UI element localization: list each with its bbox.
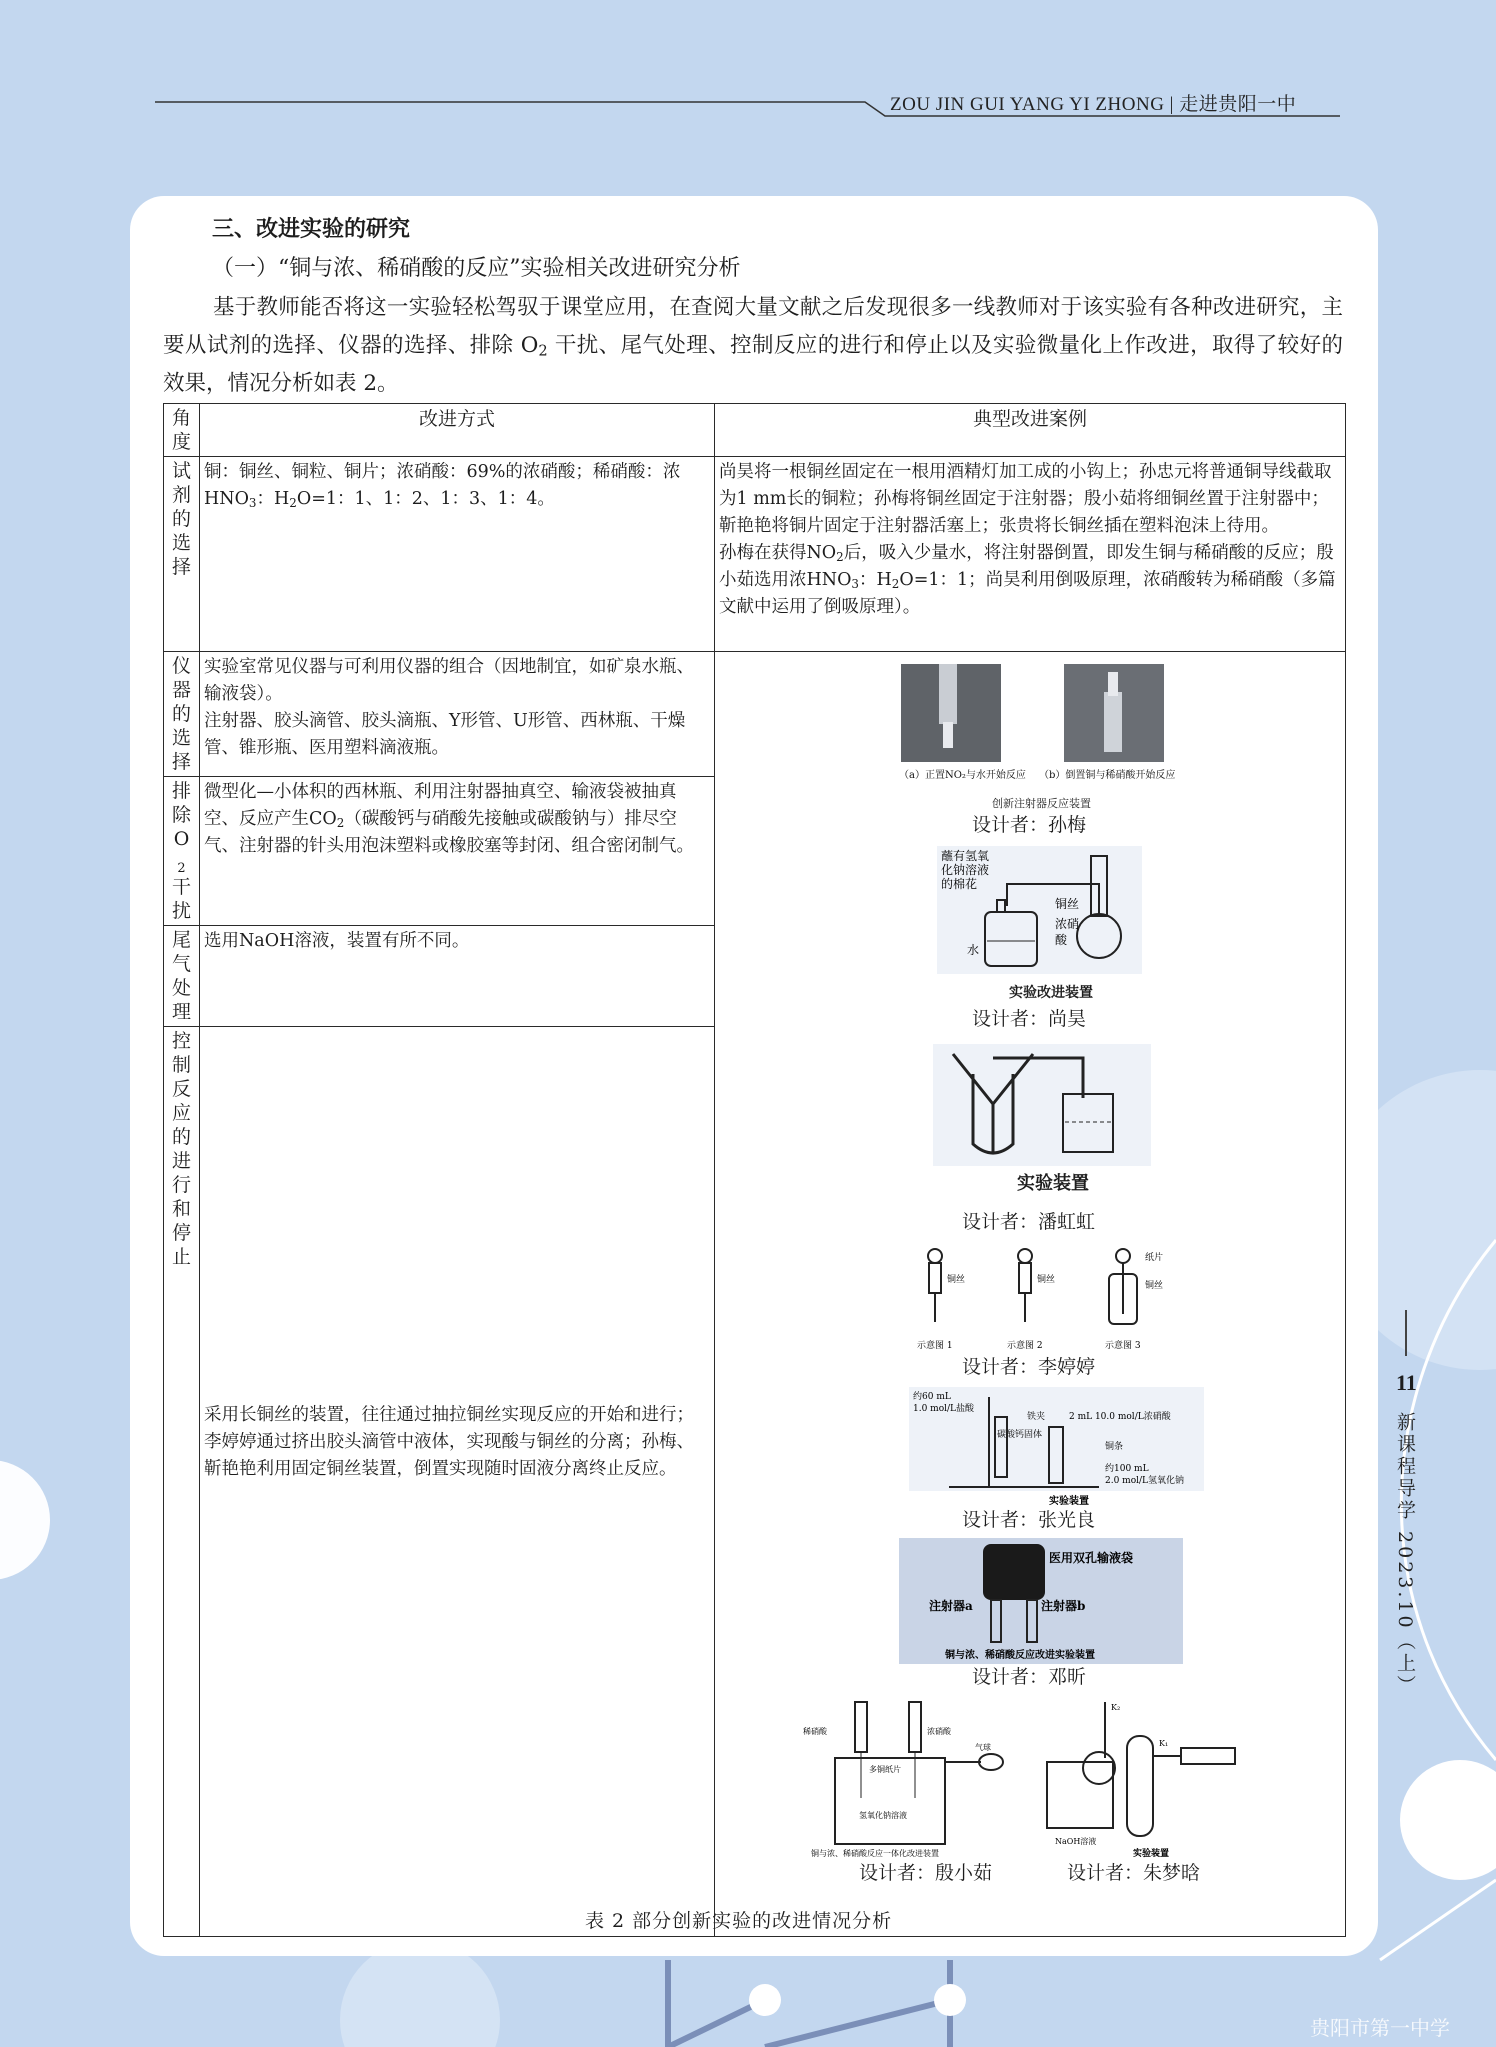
svg-text:2.0 mol/L氢氧化钠: 2.0 mol/L氢氧化钠 <box>1105 1476 1185 1486</box>
figure-zhumenghan <box>1041 1698 1241 1858</box>
sidebar-rule <box>1405 1310 1407 1356</box>
method-reagent: 铜：铜丝、铜粒、铜片；浓硝酸：69%的浓硝酸；稀硝酸：浓$HNO_3$：$H_2O=1$：1、1：2、1：3、1：4。 <box>200 457 715 652</box>
journal-name: 新课程导学 2023.10（上） <box>1394 1412 1416 1697</box>
svg-text:铜丝: 铜丝 <box>1037 1275 1056 1285</box>
page-number: 11 <box>1396 1370 1417 1395</box>
angle-reagent: 试剂的选择 <box>164 457 200 652</box>
table-row-instrument <box>164 652 1346 777</box>
svg-text:示意图 1: 示意图 1 <box>917 1341 953 1351</box>
figure-litingting <box>909 1244 1179 1352</box>
section-title: 三、改进实验的研究 <box>212 216 411 242</box>
shanghao-fig-caption: 实验改进装置 <box>1009 985 1093 1001</box>
designer-yinxiaoru: 设计者：殷小茹 <box>859 1862 993 1884</box>
figure-dengxin <box>899 1538 1183 1664</box>
case-reagent-p2: 孙梅在获得$NO_2$后，吸入少量水，将注射器倒置，即发生铜与稀硝酸的反应；殷小茹选用浓$HNO_3$：$H_2O=1$：1；尚昊利用倒吸原理，浓硝酸转为稀硝酸（多篇文献中运用了倒吸原理）。 <box>719 543 1336 617</box>
designer-shanghao: 设计者：尚昊 <box>972 1008 1087 1030</box>
svg-text:碳酸钙固体: 碳酸钙固体 <box>997 1430 1043 1440</box>
watermark: 贵阳市第一中学 <box>1310 2016 1450 2040</box>
method-tail: 选用NaOH溶液，装置有所不同。 <box>200 926 715 1027</box>
subsection-title: （一）“铜与浓、稀硝酸的反应”实验相关改进研究分析 <box>212 256 741 281</box>
angle-tail: 尾气处理 <box>164 926 200 1027</box>
svg-text:实验装置: 实验装置 <box>1133 1849 1170 1858</box>
svg-text:K₁: K₁ <box>1159 1739 1169 1748</box>
svg-text:注射器b: 注射器b <box>1041 1599 1086 1613</box>
svg-text:多铜纸片: 多铜纸片 <box>869 1765 901 1774</box>
panhonghong-fig-caption: 实验装置 <box>1017 1173 1089 1194</box>
figure-zhangguangliang <box>909 1387 1204 1507</box>
method-oxygen: 微型化—小体积的西林瓶、利用注射器抽真空、输液袋被抽真空、反应产生$CO_2$（碳酸钙与硝酸先接触或碳酸钠与）排尽空气、注射器的针头用泡沫塑料或橡胶塞等封闭、组合密闭制气。 <box>200 777 715 926</box>
svg-text:铜丝: 铜丝 <box>1145 1281 1164 1291</box>
svg-text:水: 水 <box>967 943 980 957</box>
svg-text:K₂: K₂ <box>1111 1703 1121 1712</box>
svg-text:的棉花: 的棉花 <box>941 877 978 891</box>
svg-text:约60 mL: 约60 mL <box>913 1392 951 1402</box>
svg-text:NaOH溶液: NaOH溶液 <box>1055 1837 1097 1846</box>
method-instrument: 实验室常见仪器与可利用仪器的组合（因地制宜，如矿泉水瓶、输液袋）。 注射器、胶头滴管、胶头滴瓶、Y形管、U形管、西林瓶、干燥管、锥形瓶、医用塑料滴液瓶。 <box>200 652 715 777</box>
svg-text:铜与浓、稀硝酸反应改进实验装置: 铜与浓、稀硝酸反应改进实验装置 <box>945 1650 1095 1661</box>
intro-paragraph: 基于教师能否将这一实验轻松驾驭于课堂应用，在查阅大量文献之后发现很多一线教师对于该实验有各种改进研究，主要从试剂的选择、仪器的选择、排除 $O_2$ 干扰、尾气处理、控制反应的进行和停止以及实验微量化上作改进，取得了较好的效果，情况分析如表 2。 <box>163 295 1343 396</box>
header-cases: 典型改进案例 <box>715 404 1346 457</box>
svg-text:示意图 3: 示意图 3 <box>1105 1341 1141 1351</box>
header-method: 改进方式 <box>200 404 715 457</box>
designer-zhangguangliang: 设计者：张光良 <box>962 1509 1096 1531</box>
method-control: 采用长铜丝的装置，往往通过抽拉铜丝实现反应的开始和进行；李婷婷通过挤出胶头滴管中液体，实现酸与铜丝的分离；孙梅、靳艳艳利用固定铜丝装置，倒置实现随时固液分离终止反应。 <box>200 1027 715 1937</box>
designer-zhumenghan: 设计者：朱梦晗 <box>1067 1862 1201 1884</box>
svg-text:气球: 气球 <box>975 1743 991 1752</box>
svg-text:化钠溶液: 化钠溶液 <box>941 863 990 877</box>
case-reagent-p1: 尚昊将一根铜丝固定在一根用酒精灯加工成的小钩上；孙忠元将普通铜导线截取为1 mm长的铜粒；孙梅将铜丝固定于注射器；殷小茹将细铜丝置于注射器中；靳艳艳将铜片固定于注射器活塞上；张贵将长铜丝插在塑料泡沫上待用。 <box>719 462 1332 536</box>
table-header-row <box>164 404 1346 457</box>
svg-text:铜与浓、稀硝酸反应一体化改进装置: 铜与浓、稀硝酸反应一体化改进装置 <box>811 1849 939 1858</box>
sunmei-fig-caption: 创新注射器反应装置 <box>992 797 1091 810</box>
svg-text:浓硝酸: 浓硝酸 <box>927 1727 951 1736</box>
angle-instrument: 仪器的选择 <box>164 652 200 777</box>
cases-figures <box>715 652 1346 1937</box>
svg-text:医用双孔输液袋: 医用双孔输液袋 <box>1049 1551 1134 1565</box>
figure-yinxiaoru <box>799 1698 1009 1858</box>
designer-litingting: 设计者：李婷婷 <box>962 1356 1096 1378</box>
angle-oxygen: 排除$O_2$干扰 <box>164 777 200 926</box>
figure-panhonghong <box>933 1044 1151 1166</box>
svg-text:铜丝: 铜丝 <box>1055 897 1080 911</box>
svg-text:实验装置: 实验装置 <box>1049 1496 1089 1507</box>
svg-text:氢氧化钠溶液: 氢氧化钠溶液 <box>859 1811 907 1820</box>
figure-sunmei <box>899 662 1179 788</box>
sunmei-label-a: （a）正置NO₂与水开始反应 <box>899 770 1026 781</box>
svg-text:铜丝: 铜丝 <box>947 1275 966 1285</box>
designer-panhonghong: 设计者：潘虹虹 <box>962 1211 1096 1233</box>
case-reagent <box>715 457 1346 652</box>
svg-text:铜条: 铜条 <box>1105 1442 1124 1452</box>
svg-text:1.0 mol/L盐酸: 1.0 mol/L盐酸 <box>913 1404 975 1414</box>
svg-text:纸片: 纸片 <box>1145 1253 1164 1263</box>
header-angle: 角度 <box>164 404 200 457</box>
svg-text:铁夹: 铁夹 <box>1027 1412 1046 1422</box>
angle-control: 控制反应的进行和停止 <box>164 1027 200 1937</box>
svg-text:约100 mL: 约100 mL <box>1105 1464 1149 1474</box>
table-row-reagent <box>164 457 1346 652</box>
svg-text:注射器a: 注射器a <box>929 1599 973 1613</box>
svg-text:蘸有氢氧: 蘸有氢氧 <box>941 849 990 863</box>
designer-sunmei: 设计者：孙梅 <box>972 814 1087 836</box>
improvement-table <box>163 403 1346 1937</box>
svg-text:酸: 酸 <box>1055 933 1068 947</box>
svg-text:稀硝酸: 稀硝酸 <box>803 1727 827 1736</box>
designer-dengxin: 设计者：邓昕 <box>972 1666 1087 1688</box>
svg-text:2 mL 10.0 mol/L浓硝酸: 2 mL 10.0 mol/L浓硝酸 <box>1069 1412 1171 1422</box>
figure-shanghao <box>937 846 1142 974</box>
running-head: ZOU JIN GUI YANG YI ZHONG | 走进贵阳一中 <box>890 94 1297 115</box>
sunmei-label-b: （b）倒置铜与稀硝酸开始反应 <box>1039 770 1176 781</box>
svg-text:浓硝: 浓硝 <box>1055 917 1080 931</box>
table-caption: 表 2 部分创新实验的改进情况分析 <box>585 1910 893 1932</box>
svg-text:示意图 2: 示意图 2 <box>1007 1341 1043 1351</box>
